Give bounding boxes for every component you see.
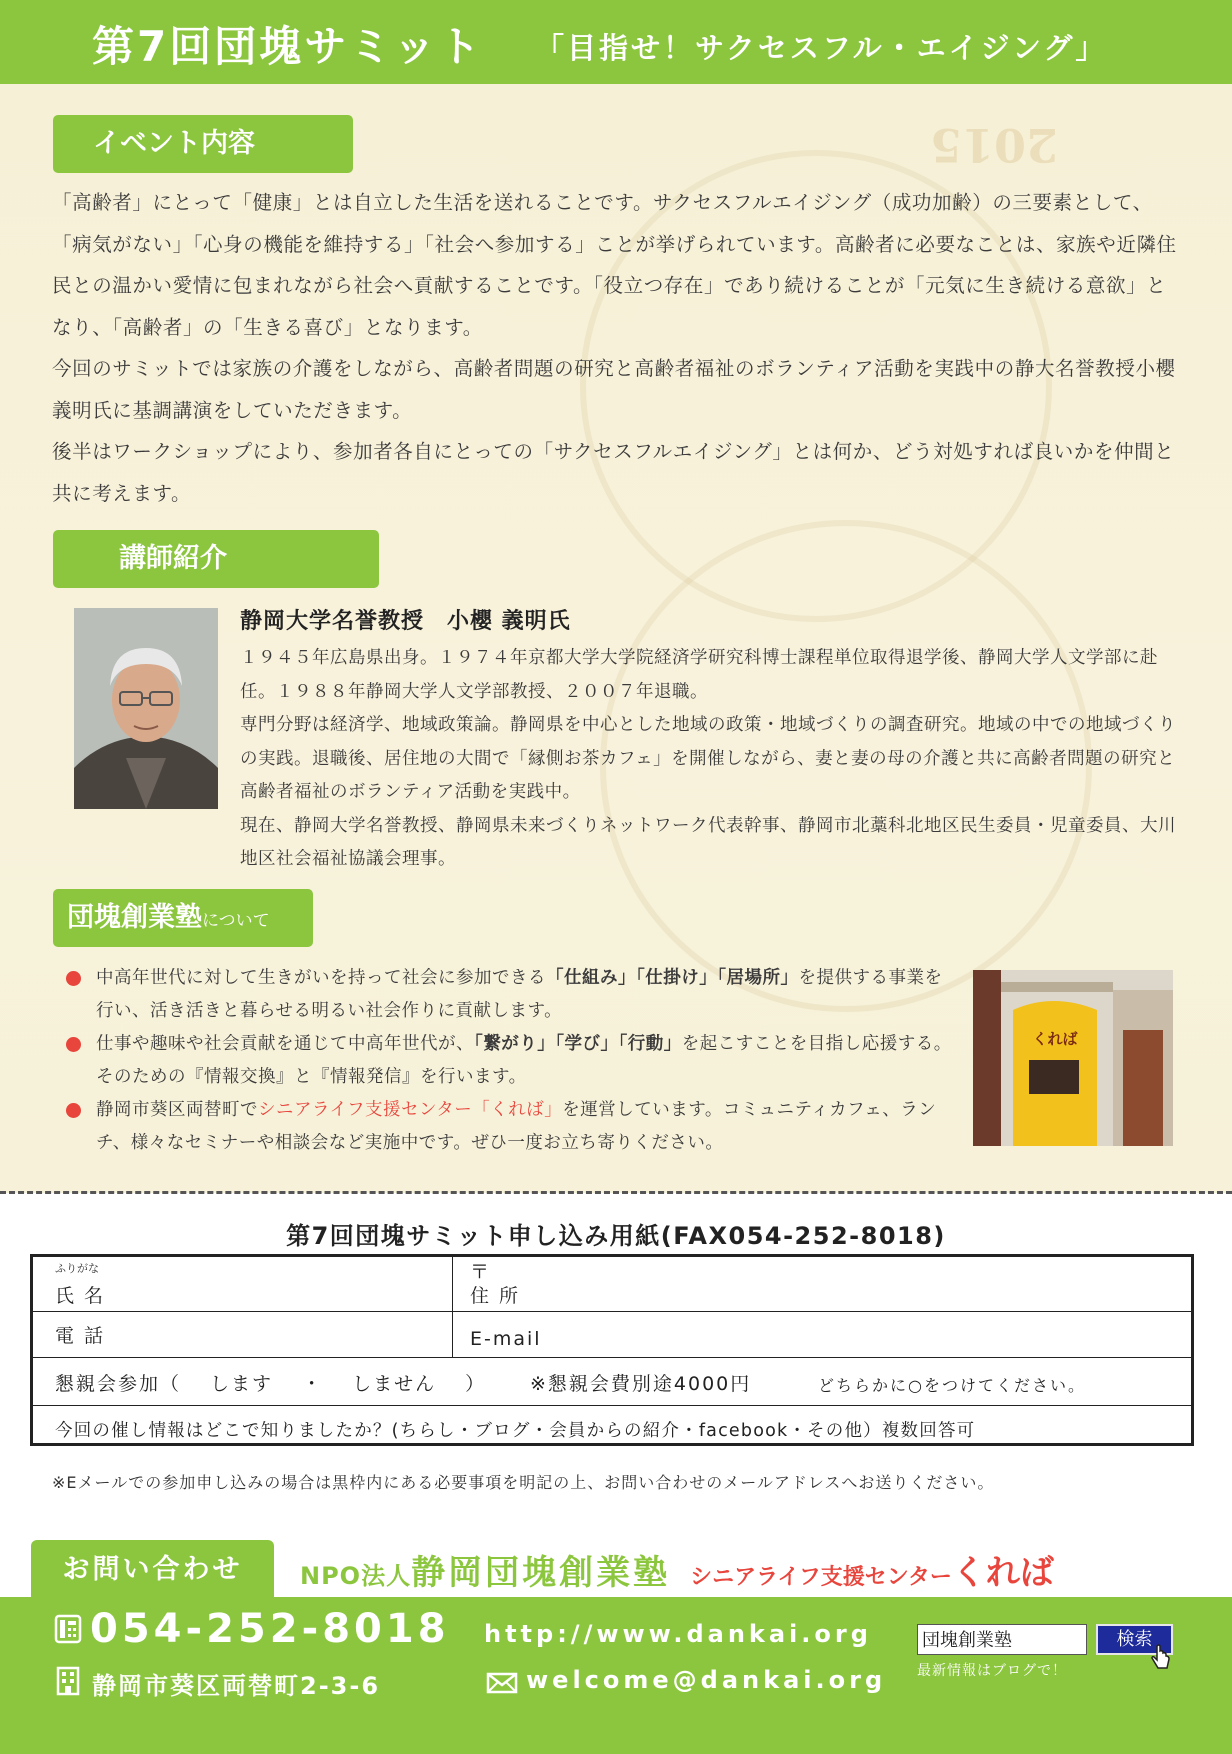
bullet-dot-icon bbox=[66, 1103, 81, 1118]
event-paragraph: 今回のサミットでは家族の介護をしながら、高齢者問題の研究と高齢者福祉のボランティア活動を実践中の静大名誉教授小櫻義明氏に基調講演をしていただきます。 bbox=[52, 357, 1176, 422]
mail-icon bbox=[486, 1672, 518, 1698]
form-divider bbox=[33, 1405, 1191, 1406]
about-heading-suffix: について bbox=[202, 911, 270, 931]
name-field[interactable]: 氏 名 bbox=[55, 1285, 106, 1307]
title-bar bbox=[0, 0, 1232, 84]
speaker-bio bbox=[240, 642, 1180, 877]
form-title: 第7回団塊サミット申し込み用紙(FAX054-252-8018) bbox=[286, 1222, 946, 1250]
party-attendance-field[interactable]: 懇親会参加（ します ・ しません ） bbox=[55, 1373, 487, 1395]
about-heading: 団塊創業塾 bbox=[67, 902, 202, 933]
circle-instruction: どちらかに○をつけてください。 bbox=[818, 1376, 1086, 1395]
furigana-label: ふりがな bbox=[55, 1262, 99, 1275]
center-name-highlight: シニアライフ支援センター「くれば」 bbox=[258, 1100, 563, 1120]
bullet-emphasis: 「繋がり」「学び」「行動」 bbox=[474, 1034, 682, 1054]
website-link[interactable]: http://www.dankai.org bbox=[484, 1620, 872, 1648]
section-heading-about bbox=[53, 889, 313, 947]
about-bullets bbox=[62, 962, 952, 1160]
center-prefix: シニアライフ支援センター bbox=[690, 1565, 952, 1590]
npo-prefix: NPO法人 bbox=[300, 1562, 412, 1590]
bullet-text: を提供する事業を行い、活き活きと暮らせる明るい社会作りに貢献します。 bbox=[96, 968, 943, 1021]
cut-line bbox=[0, 1191, 1232, 1194]
event-description bbox=[52, 182, 1180, 514]
form-divider bbox=[452, 1257, 453, 1357]
event-paragraph: 後半はワークショップにより、参加者各自にとっての「サクセスフルエイジング」とは何か、どう対処すれば良いかを仲間と共に考えます。 bbox=[52, 440, 1175, 505]
source-question-field[interactable]: 今回の催し情報はどこで知りましたか？(ちらし・ブログ・会員からの紹介・facebook・その他）複数回答可 bbox=[55, 1421, 976, 1441]
list-item bbox=[62, 1028, 952, 1094]
speaker-name: 静岡大学名誉教授 小櫻 義明氏 bbox=[240, 609, 571, 634]
speaker-portrait bbox=[74, 608, 218, 809]
organization-name bbox=[300, 1545, 1054, 1594]
email-field[interactable]: E-mail bbox=[470, 1328, 542, 1350]
form-divider bbox=[33, 1311, 1191, 1312]
center-name: くれば bbox=[951, 1553, 1054, 1593]
org-name: 静岡団塊創業塾 bbox=[411, 1553, 671, 1593]
email-note: ※Eメールでの参加申し込みの場合は黒枠内にある必要事項を明記の上、お問い合わせのメールアドレスへお送りください。 bbox=[52, 1473, 995, 1492]
bullet-text: を運営しています。コミュニティカフェ、ランチ、様々なセミナーや相談会など実施中です。ぜひ一度お立ち寄りください。 bbox=[96, 1100, 937, 1153]
speaker-photo bbox=[74, 608, 218, 809]
bullet-text: 静岡市葵区両替町で bbox=[96, 1100, 258, 1120]
bullet-dot-icon bbox=[66, 1037, 81, 1052]
bullet-dot-icon bbox=[66, 971, 81, 986]
bullet-text: 仕事や趣味や社会貢献を通じて中高年世代が、 bbox=[96, 1034, 474, 1054]
bio-paragraph: 現在、静岡大学名誉教授、静岡県未来づくりネットワーク代表幹事、静岡市北藁科北地区民生委員・児童委員、大川地区社会福祉協議会理事。 bbox=[240, 815, 1176, 869]
event-paragraph: 「高齢者」にとって「健康」とは自立した生活を送れることです。サクセスフルエイジング（成功加齢）の三要素として、「病気がない」「心身の機能を維持する」「社会へ参加する」ことが挙げられています。高齢者に必要なことは、家族や近隣住民との温かい愛情に包まれながら社会へ貢献することです。「役立つ存在」であり続けることが「元気に生き続ける意欲」となり、「高齢者」の「生きる喜び」となります。 bbox=[52, 191, 1177, 339]
phone-number[interactable]: 054-252-8018 bbox=[90, 1606, 450, 1652]
decorative-year: 2015 bbox=[930, 118, 1059, 172]
speaker-heading: 講師紹介 bbox=[119, 543, 227, 574]
event-heading: イベント内容 bbox=[93, 128, 255, 159]
page-title: 第7回団塊サミット bbox=[92, 22, 484, 71]
blog-note: 最新情報はブログで！ bbox=[917, 1663, 1067, 1679]
form-divider bbox=[33, 1357, 1191, 1358]
shop-illustration bbox=[973, 970, 1173, 1146]
list-item bbox=[62, 962, 952, 1028]
section-heading-speaker bbox=[53, 530, 379, 588]
building-icon bbox=[56, 1666, 80, 1700]
shop-sign: くれば bbox=[1032, 1030, 1078, 1048]
party-fee-note: ※懇親会費別途4000円 bbox=[530, 1373, 752, 1395]
page-subtitle: 「目指せ！サクセスフル・エイジング」 bbox=[535, 31, 1108, 65]
contact-tab: お問い合わせ bbox=[31, 1540, 274, 1598]
bullet-text: を起こすことを目指し応援する。そのための『情報交換』と『情報発信』を行います。 bbox=[96, 1034, 952, 1087]
shop-photo bbox=[973, 970, 1173, 1146]
cursor-icon bbox=[1150, 1644, 1172, 1676]
phone-field[interactable]: 電 話 bbox=[55, 1325, 106, 1347]
bullet-emphasis: 「仕組み」「仕掛け」「居場所」 bbox=[546, 968, 799, 988]
email-link[interactable]: welcome@dankai.org bbox=[526, 1666, 887, 1694]
search-input[interactable]: 団塊創業塾 bbox=[917, 1624, 1087, 1655]
application-form bbox=[30, 1254, 1194, 1446]
bio-paragraph: １９４５年広島県出身。１９７４年京都大学大学院経済学研究科博士課程単位取得退学後、静岡大学人文学部に赴任。１９８８年静岡大学人文学部教授、２００７年退職。 bbox=[240, 648, 1158, 702]
bio-paragraph: 専門分野は経済学、地域政策論。静岡県を中心とした地域の政策・地域づくりの調査研究。地域の中での地域づくりの実践。退職後、居住地の大間で「縁側お茶カフェ」を開催しながら、妻と妻の母の介護と共に高齢者問題の研究と高齢者福祉のボランティア活動を実践中。 bbox=[240, 715, 1176, 802]
address: 静岡市葵区両替町2-3-6 bbox=[92, 1672, 381, 1700]
postal-mark: 〒 bbox=[470, 1261, 492, 1283]
search-button[interactable]: 検索 bbox=[1096, 1624, 1173, 1655]
list-item bbox=[62, 1094, 952, 1160]
address-field[interactable]: 住 所 bbox=[470, 1285, 521, 1307]
phone-icon bbox=[54, 1614, 82, 1648]
bullet-text: 中高年世代に対して生きがいを持って社会に参加できる bbox=[96, 968, 546, 988]
section-heading-event bbox=[53, 115, 353, 173]
